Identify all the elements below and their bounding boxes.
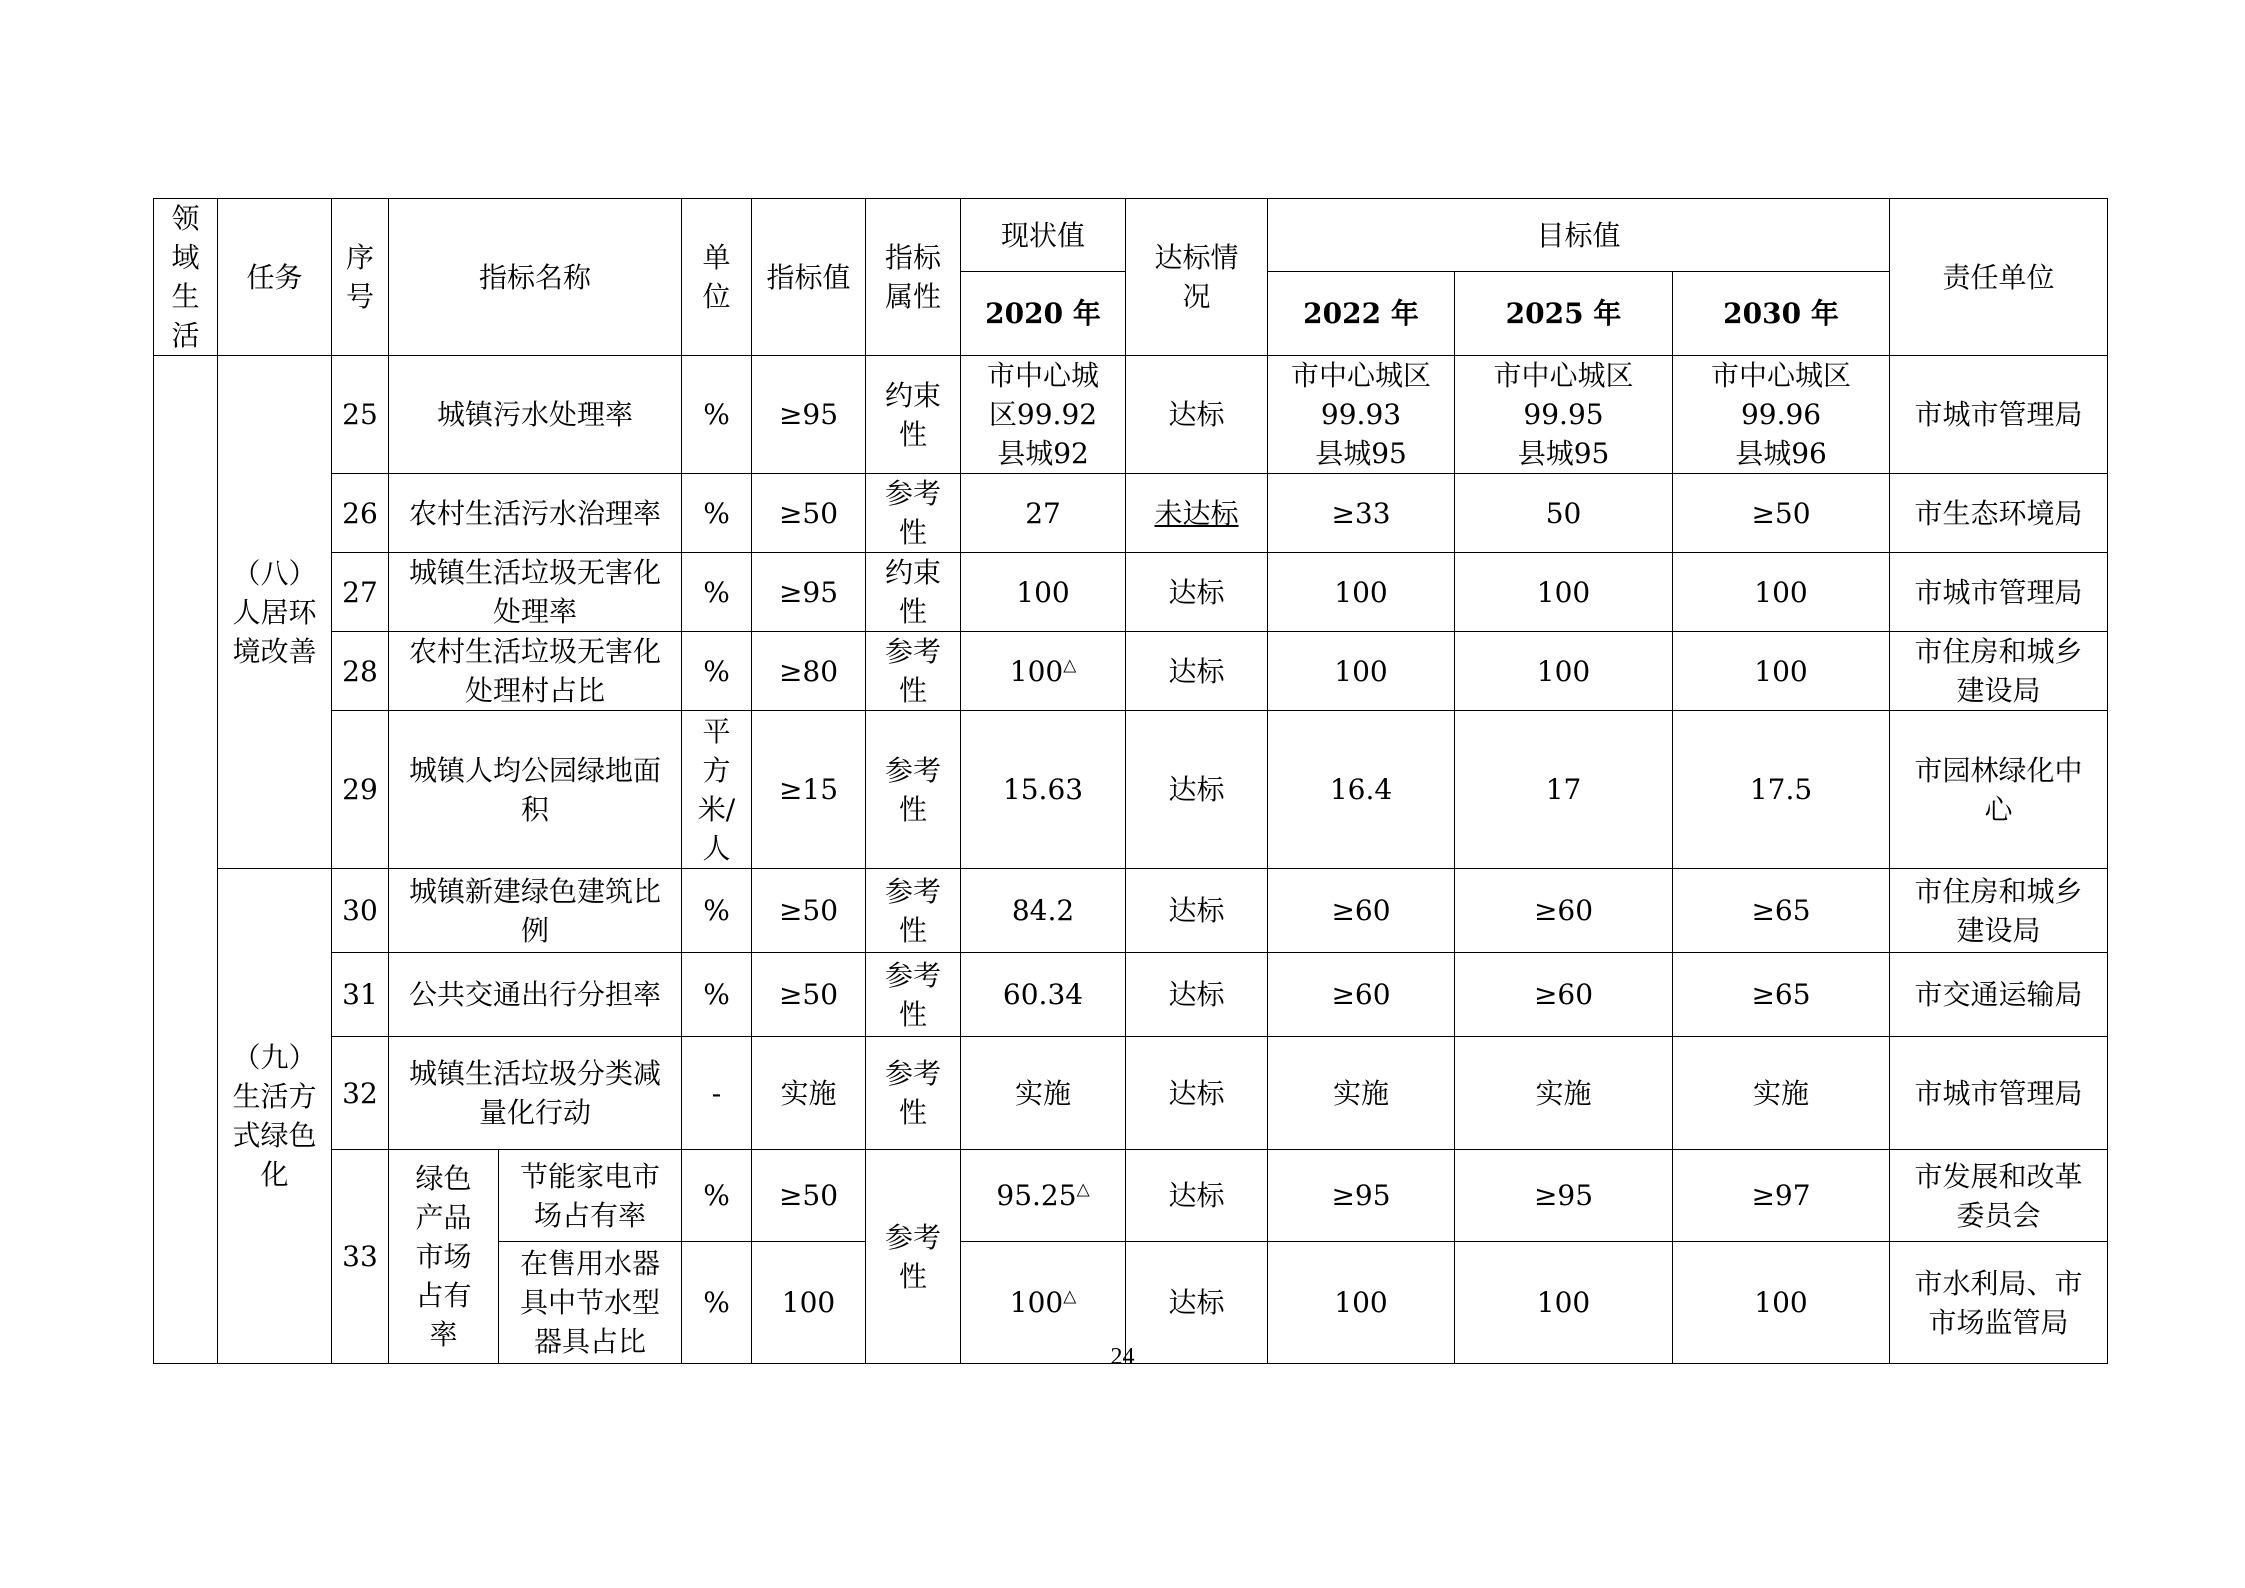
- seq-cell: 25: [332, 356, 389, 474]
- unit-cell: 平 方 米/ 人: [682, 711, 752, 869]
- index-value-cell: ≥50: [752, 1150, 866, 1242]
- goal-2025-header: 2025 年: [1455, 272, 1673, 356]
- responsible-cell: 市园林绿化中 心: [1890, 711, 2108, 869]
- status-value: 100: [1009, 1286, 1064, 1319]
- triangle-mark-icon: △: [1063, 655, 1077, 676]
- status-cell: 27: [961, 474, 1126, 553]
- table-row: [154, 953, 2108, 1037]
- index-value-cell: ≥80: [752, 632, 866, 711]
- goal-2030-cell: 100: [1673, 553, 1890, 632]
- index-value-cell: 实施: [752, 1037, 866, 1150]
- compliance-cell: 达标: [1126, 356, 1268, 474]
- indicator-name-cell: 公共交通出行分担率: [389, 953, 682, 1037]
- status-value: 95.25: [996, 1179, 1077, 1212]
- compliance-cell: 达标: [1126, 1242, 1268, 1364]
- index-value-cell: ≥15: [752, 711, 866, 869]
- seq-header: 序 号: [332, 199, 389, 356]
- goal-2030-cell: ≥65: [1673, 869, 1890, 953]
- goal-2030-cell: 实施: [1673, 1037, 1890, 1150]
- seq-cell: 31: [332, 953, 389, 1037]
- compliance-header: 达标情 况: [1126, 199, 1268, 356]
- status-year-header: 2020 年: [961, 272, 1126, 356]
- responsible-cell: 市城市管理局: [1890, 356, 2108, 474]
- compliance-cell: 达标: [1126, 553, 1268, 632]
- status-value: 100: [1009, 654, 1064, 688]
- attribute-cell: 参考 性: [866, 1037, 961, 1150]
- table-row: [154, 356, 2108, 474]
- status-cell: 实施: [961, 1037, 1126, 1150]
- unit-cell: %: [682, 869, 752, 953]
- field-header: 领 域 生 活: [154, 199, 218, 356]
- seq-cell: 26: [332, 474, 389, 553]
- table-row: [154, 474, 2108, 553]
- compliance-cell: 达标: [1126, 1150, 1268, 1242]
- indicator-name-cell: 城镇生活垃圾无害化 处理率: [389, 553, 682, 632]
- goal-2022-cell: 100: [1268, 632, 1455, 711]
- indicator-name-cell: 城镇新建绿色建筑比 例: [389, 869, 682, 953]
- goal-2025-cell: 市中心城区 99.95 县城95: [1455, 356, 1673, 474]
- goal-2025-cell: 实施: [1455, 1037, 1673, 1150]
- status-cell: [961, 1150, 1126, 1242]
- indicator-group-cell: 绿色 产品 市场 占有 率: [389, 1150, 499, 1364]
- task-9-cell: （九） 生活方 式绿色 化: [218, 869, 332, 1364]
- goal-2022-cell: ≥33: [1268, 474, 1455, 553]
- unit-cell: %: [682, 1242, 752, 1364]
- responsible-header: 责任单位: [1890, 199, 2108, 356]
- attribute-cell: 参考 性: [866, 1150, 961, 1364]
- field-cell: [154, 356, 218, 1364]
- status-cell: 84.2: [961, 869, 1126, 953]
- index-value-cell: ≥50: [752, 474, 866, 553]
- goal-2030-cell: 17.5: [1673, 711, 1890, 869]
- indicator-name-header: 指标名称: [389, 199, 682, 356]
- seq-cell: 27: [332, 553, 389, 632]
- attribute-cell: 约束 性: [866, 553, 961, 632]
- indicator-name-cell: 城镇生活垃圾分类减 量化行动: [389, 1037, 682, 1150]
- page-number: 24: [1110, 1344, 1135, 1370]
- goal-2022-cell: 100: [1268, 1242, 1455, 1364]
- goal-2025-cell: 17: [1455, 711, 1673, 869]
- attribute-header: 指标 属性: [866, 199, 961, 356]
- goal-2022-cell: 市中心城区 99.93 县城95: [1268, 356, 1455, 474]
- attribute-cell: 参考 性: [866, 632, 961, 711]
- seq-cell: 33: [332, 1150, 389, 1364]
- seq-cell: 28: [332, 632, 389, 711]
- goal-2030-cell: ≥65: [1673, 953, 1890, 1037]
- goal-2030-cell: ≥50: [1673, 474, 1890, 553]
- index-value-cell: ≥50: [752, 869, 866, 953]
- goal-2022-cell: ≥60: [1268, 953, 1455, 1037]
- unit-cell: %: [682, 553, 752, 632]
- unit-cell: %: [682, 632, 752, 711]
- goal-2030-cell: ≥97: [1673, 1150, 1890, 1242]
- unit-cell: %: [682, 474, 752, 553]
- status-cell: 市中心城 区99.92 县城92: [961, 356, 1126, 474]
- table-row: [154, 711, 2108, 869]
- goal-2025-cell: 100: [1455, 1242, 1673, 1364]
- table-row: [154, 1150, 2108, 1242]
- compliance-cell: [1126, 474, 1268, 553]
- goal-header: 目标值: [1268, 199, 1890, 272]
- indicator-name-cell: 农村生活垃圾无害化 处理村占比: [389, 632, 682, 711]
- goal-2022-cell: 实施: [1268, 1037, 1455, 1150]
- indicator-name-cell: 节能家电市 场占有率: [499, 1150, 682, 1242]
- seq-cell: 32: [332, 1037, 389, 1150]
- attribute-cell: 参考 性: [866, 869, 961, 953]
- indicator-name-cell: 农村生活污水治理率: [389, 474, 682, 553]
- compliance-cell: 达标: [1126, 632, 1268, 711]
- responsible-cell: 市发展和改革 委员会: [1890, 1150, 2108, 1242]
- goal-2030-cell: 市中心城区 99.96 县城96: [1673, 356, 1890, 474]
- indicator-name-cell: 城镇人均公园绿地面 积: [389, 711, 682, 869]
- responsible-cell: 市交通运输局: [1890, 953, 2108, 1037]
- unit-cell: %: [682, 356, 752, 474]
- goal-2030-header: 2030 年: [1673, 272, 1890, 356]
- status-cell: [961, 632, 1126, 711]
- index-value-cell: 100: [752, 1242, 866, 1364]
- attribute-cell: 参考 性: [866, 953, 961, 1037]
- index-value-cell: ≥95: [752, 356, 866, 474]
- indicator-name-cell: 在售用水器 具中节水型 器具占比: [499, 1242, 682, 1364]
- compliance-cell: 达标: [1126, 1037, 1268, 1150]
- task-8-cell: （八） 人居环 境改善: [218, 356, 332, 869]
- responsible-cell: 市水利局、市 市场监管局: [1890, 1242, 2108, 1364]
- status-cell: 100: [961, 553, 1126, 632]
- goal-2025-cell: 100: [1455, 632, 1673, 711]
- goal-2025-cell: ≥95: [1455, 1150, 1673, 1242]
- index-value-cell: ≥50: [752, 953, 866, 1037]
- goal-2025-cell: ≥60: [1455, 869, 1673, 953]
- goal-2022-cell: 100: [1268, 553, 1455, 632]
- table-row: [154, 553, 2108, 632]
- goal-2025-cell: 50: [1455, 474, 1673, 553]
- compliance-cell: 达标: [1126, 869, 1268, 953]
- responsible-cell: 市城市管理局: [1890, 553, 2108, 632]
- status-cell: 60.34: [961, 953, 1126, 1037]
- status-cell: 15.63: [961, 711, 1126, 869]
- goal-2022-cell: ≥60: [1268, 869, 1455, 953]
- responsible-cell: 市生态环境局: [1890, 474, 2108, 553]
- table-row: [154, 869, 2108, 953]
- indicator-table: [153, 198, 2108, 1364]
- index-value-header: 指标值: [752, 199, 866, 356]
- triangle-mark-icon: △: [1063, 1286, 1077, 1307]
- table-row: [154, 632, 2108, 711]
- goal-2030-cell: 100: [1673, 1242, 1890, 1364]
- triangle-mark-icon: △: [1076, 1179, 1090, 1200]
- goal-2022-cell: ≥95: [1268, 1150, 1455, 1242]
- compliance-unmet-text: 未达标: [1154, 496, 1239, 530]
- attribute-cell: 参考 性: [866, 711, 961, 869]
- seq-cell: 30: [332, 869, 389, 953]
- seq-cell: 29: [332, 711, 389, 869]
- goal-2022-cell: 16.4: [1268, 711, 1455, 869]
- unit-cell: -: [682, 1037, 752, 1150]
- attribute-cell: 约束 性: [866, 356, 961, 474]
- goal-2025-cell: 100: [1455, 553, 1673, 632]
- responsible-cell: 市住房和城乡 建设局: [1890, 869, 2108, 953]
- goal-2025-cell: ≥60: [1455, 953, 1673, 1037]
- unit-cell: %: [682, 953, 752, 1037]
- status-header: 现状值: [961, 199, 1126, 272]
- attribute-cell: 参考 性: [866, 474, 961, 553]
- indicator-name-cell: 城镇污水处理率: [389, 356, 682, 474]
- index-value-cell: ≥95: [752, 553, 866, 632]
- unit-header: 单 位: [682, 199, 752, 356]
- table-row: [154, 1037, 2108, 1150]
- goal-2022-header: 2022 年: [1268, 272, 1455, 356]
- goal-2030-cell: 100: [1673, 632, 1890, 711]
- compliance-cell: 达标: [1126, 953, 1268, 1037]
- unit-cell: %: [682, 1150, 752, 1242]
- compliance-cell: 达标: [1126, 711, 1268, 869]
- task-header: 任务: [218, 199, 332, 356]
- responsible-cell: 市城市管理局: [1890, 1037, 2108, 1150]
- responsible-cell: 市住房和城乡 建设局: [1890, 632, 2108, 711]
